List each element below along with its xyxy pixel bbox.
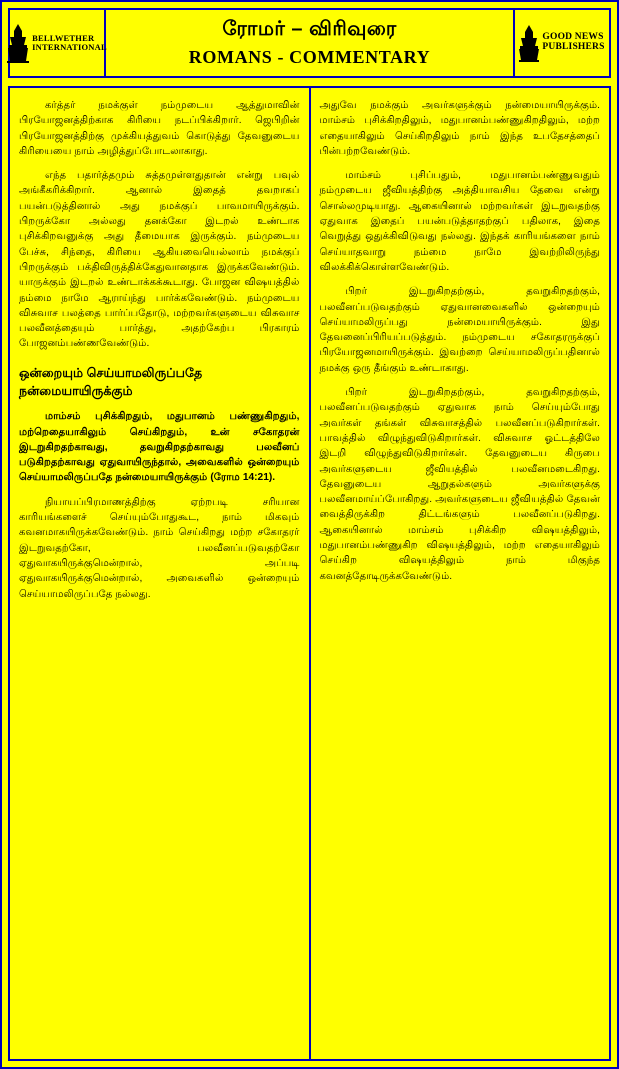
page-title [106,10,513,76]
paragraph: நியாயப்பிரமாணத்திற்கு ஏற்றபடி சரியான காரியங்களைச் செய்யும்போதுகூட, நாம் மிகவும் கவனமாகயிருக்கவேண்டும். நாம் செய்கிறது மற்ற சகோதரர் இடறுவதற்கோ, பலவீனப்படுவதற்கோ ஏதுவாகயிருக்குமென்றால், அப்படி ஏதுவாகயிருக்குமென்றால், அவைகளில் ஒன்றையும் செய்யாமலிருப்பதே நல்லது. [19,496,300,600]
good-news-line2: PUBLISHERS [542,42,605,52]
section-subheading: ஒன்றையும் செய்யாமலிருப்பதே நன்மையாயிருக்கும் [19,365,203,398]
title-tamil: ரோமர் – விரிவுரை [222,18,397,40]
bellwether-line2: INTERNATIONAL [32,42,107,52]
publisher-logo-bellwether [10,10,106,76]
page-header [8,8,611,78]
text-column-left [8,86,310,1061]
good-news-line1: GOOD NEWS [542,32,604,43]
bellwether-tower-icon [7,23,29,63]
paragraph: எந்த பதார்த்தமும் சுத்தமுள்ளதுதான் என்று பவுல் அங்கீகரிக்கிறார். ஆனால் இதைத் தவறாகப் பயன்படுத்தினால் அது நமக்குப் பாவமாயிருக்கும். பிறருக்கோ அல்லது தனக்கோ இடறல் உண்டாக புசிக்கிறவனுக்கு அது தீமையாக இருக்கும். நம்முடைய பேச்சு, சிந்தை, கிரியை ஆகியவையெல்லாம் நமக்குப் பிறருக்கும் பக்திவிருத்திக்கேதுவானதாக இருக்கவேண்டும். யாருக்கும் இடறல் உண்டாக்கக்கூடாது. போஜன விஷயத்தில் நம்மை நாமே ஆராய்ந்து பார்க்கவேண்டும். நம்முடைய விசுவாச பலத்தை பார்ப்பதோடு, மற்றவர்களுடைய விசுவாச பலவீனத்தையும் பார்த்து, அதற்கேற்ப பிரகாரம் போஜனம்பண்ணவேண்டும். [19,170,300,350]
paragraph: பிறர் இடறுகிறதற்கும், தவறுகிறதற்கும், பலவீனப்படுவதற்கும் ஏதுவானவைகளில் ஒன்றையும் செய்யாமலிருப்பது நன்மையாயிருக்கும். இது தேவனைப்பிரியப்படுத்தும். நம்முடைய சகோதரருக்குப் பிரயோஜனமாயிருக்கும். இவற்றை செய்யாமலிருப்பதினால் நமக்கு ஒரு தீங்கும் உண்டாகாது. [319,286,600,374]
paragraph: அதுவே நமக்கும் அவர்களுக்கும் நன்மையாயிருக்கும். மாம்சம் புசிக்கிறதிலும், மதுபானம்பண்ணுகிறதிலும், மற்ற எதையாகிலும் செய்கிறதிலும் நாம் இந்த உபதேசத்தைப் பின்பற்றவேண்டும். [319,100,600,157]
text-column-right [310,86,612,1061]
paragraph: பிறர் இடறுகிறதற்கும், தவறுகிறதற்கும், பலவீனப்படுவதற்கும் ஏதுவாக நாம் செய்யும்போது அவர்கள் தங்கள் விசுவாசத்தில் பலவீனப்படுகிறார்கள். பாவத்தில் விழுந்துவிடுகிறார்கள். விசுவாச ஓட்டத்திலே இடறி விழுந்துவிடுகிறார்கள். தேவனுடைய கிருபை அவர்களுடைய ஜீவியத்தில் பலவீனமடைகிறது. தேவனுடைய ஆறுதல்களும் அவர்களுக்கு பலவீனமாய்ப்போகிறது. அவர்களுடைய ஜீவியத்தில் தேவன் வைத்திருக்கிற திட்டங்களும் பலவீனப்படுகிறது. ஆகையினால் மாம்சம் புசிக்கிற விஷயத்திலும், மதுபானம்பண்ணுகிற விஷயத்திலும், மற்ற எதையாகிலும் செய்கிற விஷயத்திலும் நாம் மிகுந்த கவனத்தோடிருக்கவேண்டும். [319,387,600,582]
document-body [8,86,611,1061]
bellwether-line1: BELLWETHER [32,33,95,44]
paragraph: மாம்சம் புசிப்பதும், மதுபானம்பண்ணுவதும் நம்முடைய ஜீவியத்திற்கு அத்தியாவசிய தேவை என்று சொல்லமுடியாது. ஆகையினால் மற்றவர்கள் இடறுவதற்கு ஏதுவாக இதைப் பயன்படுத்தாதற்குப் பதிலாக, இதை வெறுத்து ஒதுக்கிவிடுவது நல்லது. இந்தக் காரியங்களை நாம் செய்யாதவாறு நம்மை நாமே இவற்றிலிருந்து விலக்கிக்கொள்ளவேண்டும். [319,170,600,273]
scripture-quote: மாம்சம் புசிக்கிறதும், மதுபானம் பண்ணுகிறதும், மற்றெதையாகிலும் செய்கிறதும், உன் சகோதரன் இடறுகிறதற்காவது, தவறுகிறதற்காவது பலவீனப் படுகிறதற்காவது ஏதுவாயிருந்தால், அவைகளில் ஒன்றையும் செய்யாமலிருப்பதே நன்மையாயிருக்கும் (ரோம 14:21). [19,411,300,484]
title-english: ROMANS - COMMENTARY [188,47,431,67]
publisher-logo-good-news [513,10,609,76]
paragraph: கர்த்தர் நமக்குள் நம்முடைய ஆத்துமாவின் பிரயோஜனத்திற்காக கிரியை நடப்பிக்கிறார். ஜெபிறின் பிரயோஜனத்திற்கு முக்கியத்துவம் கொடுத்து தேவனுடைய கிரியையை நாம் அழித்துப்போடலாகாது. [19,100,300,157]
good-news-tower-icon [519,24,539,62]
